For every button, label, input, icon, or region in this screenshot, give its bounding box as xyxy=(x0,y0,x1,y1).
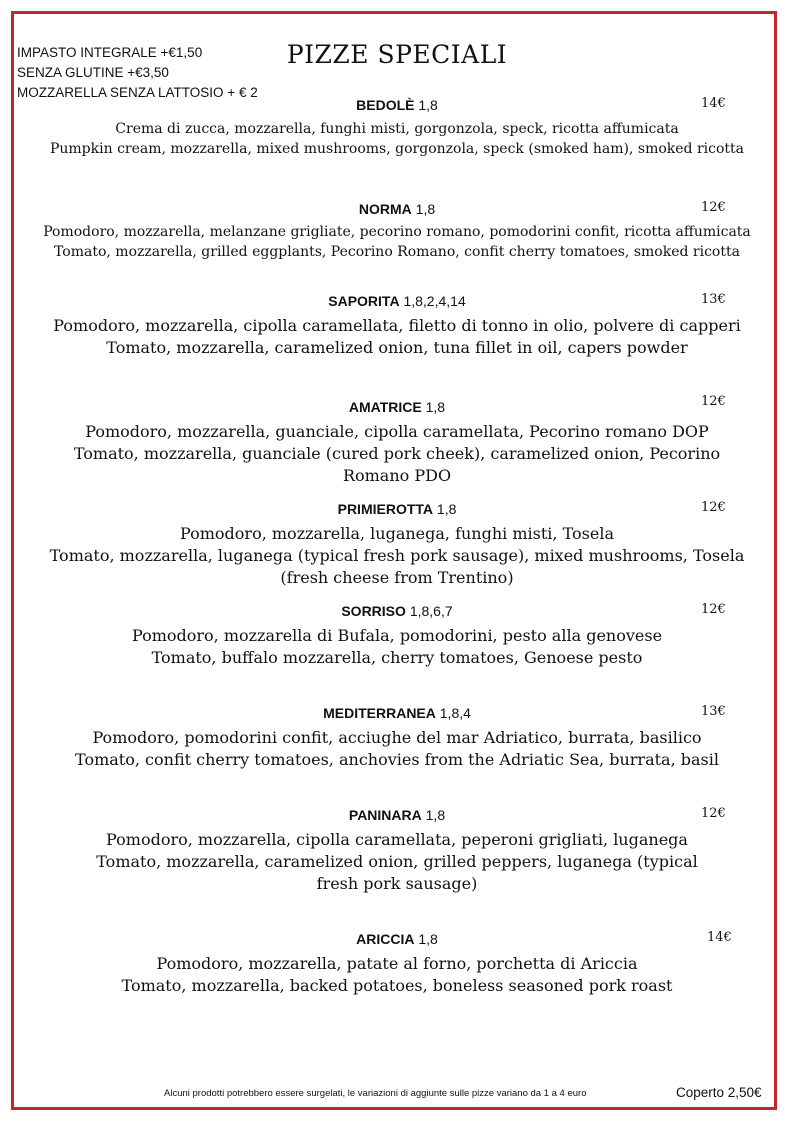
pizza-allergens: 1,8 xyxy=(425,807,446,823)
pizza-description-en: Pumpkin cream, mozzarella, mixed mushrooms, gorgonzola, speck (smoked ham), smoked ricotta xyxy=(49,141,745,157)
extra-item: IMPASTO INTEGRALE +€1,50 xyxy=(17,45,203,60)
pizza-allergens: 1,8,6,7 xyxy=(409,603,453,619)
pizza-allergens: 1,8 xyxy=(425,399,446,415)
pizza-description-en: Tomato, mozzarella, luganega (typical fresh pork sausage), mixed mushrooms, Tosela (fresh cheese from Trentino) xyxy=(49,546,745,587)
pizza-item-sorriso xyxy=(0,602,794,669)
pizza-name: SAPORITA xyxy=(328,293,400,309)
pizza-item-amatrice xyxy=(0,394,794,487)
pizza-description-it: Pomodoro, mozzarella, cipolla caramellata, filetto di tonno in olio, polvere di capperi xyxy=(53,316,741,335)
pizza-name: SORRISO xyxy=(341,603,406,619)
pizza-price: 12€ xyxy=(701,806,726,821)
pizza-price: 12€ xyxy=(701,602,726,617)
pizza-item-primierotta xyxy=(0,500,794,589)
pizza-item-norma xyxy=(0,200,794,262)
pizza-description-en: Tomato, buffalo mozzarella, cherry tomatoes, Genoese pesto xyxy=(151,648,643,667)
pizza-description-en: Tomato, mozzarella, guanciale (cured pork cheek), caramelized onion, Pecorino Romano PDO xyxy=(73,444,721,485)
pizza-price: 13€ xyxy=(701,292,726,307)
pizza-description-en: Tomato, mozzarella, caramelized onion, grilled peppers, luganega (typical fresh pork sausage) xyxy=(96,852,698,893)
pizza-price: 12€ xyxy=(701,200,726,215)
pizza-allergens: 1,8 xyxy=(415,201,436,217)
pizza-description-it: Pomodoro, mozzarella, luganega, funghi misti, Tosela xyxy=(180,524,614,543)
pizza-description-it: Pomodoro, mozzarella, cipolla caramellata, peperoni grigliati, luganega xyxy=(106,830,688,849)
pizza-description-en: Tomato, confit cherry tomatoes, anchovies from the Adriatic Sea, burrata, basil xyxy=(75,750,719,769)
pizza-description-it: Pomodoro, mozzarella, guanciale, cipolla caramellata, Pecorino romano DOP xyxy=(85,422,709,441)
pizza-description-it: Pomodoro, mozzarella, melanzane grigliate, pecorino romano, pomodorini confit, ricotta affumicata xyxy=(43,224,751,240)
pizza-item-bedole xyxy=(0,96,794,159)
pizza-allergens: 1,8 xyxy=(436,501,457,517)
pizza-name: BEDOLÈ xyxy=(356,97,415,113)
pizza-name: NORMA xyxy=(358,201,412,217)
pizza-price: 14€ xyxy=(707,930,732,945)
pizza-price: 14€ xyxy=(701,96,726,111)
pizza-description-en: Tomato, mozzarella, caramelized onion, tuna fillet in oil, capers powder xyxy=(106,338,688,357)
pizza-item-ariccia xyxy=(0,930,794,997)
pizza-description-en: Tomato, mozzarella, backed potatoes, boneless seasoned pork roast xyxy=(121,976,673,995)
extra-item: MOZZARELLA SENZA LATTOSIO + € 2 xyxy=(17,85,258,100)
pizza-allergens: 1,8 xyxy=(418,97,438,113)
pizza-description-it: Crema di zucca, mozzarella, funghi misti, gorgonzola, speck, ricotta affumicata xyxy=(115,121,679,137)
pizza-name: MEDITERRANEA xyxy=(323,705,436,721)
coperto-price: Coperto 2,50€ xyxy=(676,1085,762,1100)
pizza-allergens: 1,8 xyxy=(418,931,438,947)
extra-item: SENZA GLUTINE +€3,50 xyxy=(17,65,169,80)
pizza-description-it: Pomodoro, mozzarella, patate al forno, porchetta di Ariccia xyxy=(156,954,638,973)
pizza-allergens: 1,8,4 xyxy=(439,705,471,721)
pizza-name: ARICCIA xyxy=(356,931,415,947)
pizza-description-en: Tomato, mozzarella, grilled eggplants, Pecorino Romano, confit cherry tomatoes, smoked ricotta xyxy=(54,244,740,260)
pizza-name: AMATRICE xyxy=(348,399,422,415)
pizza-description-it: Pomodoro, mozzarella di Bufala, pomodorini, pesto alla genovese xyxy=(131,626,663,645)
pizza-price: 13€ xyxy=(701,704,726,719)
pizza-price: 12€ xyxy=(701,500,726,515)
pizza-allergens: 1,8,2,4,14 xyxy=(403,293,466,309)
pizza-item-mediterranea xyxy=(0,704,794,771)
pizza-name: PRIMIEROTTA xyxy=(337,501,434,517)
page-title: PIZZE SPECIALI xyxy=(286,40,508,69)
pizza-description-it: Pomodoro, pomodorini confit, acciughe del mar Adriatico, burrata, basilico xyxy=(92,728,702,747)
pizza-price: 12€ xyxy=(701,394,726,409)
footer-note: Alcuni prodotti potrebbero essere surgelati, le variazioni di aggiunte sulle pizze variano da 1 a 4 euro xyxy=(164,1088,587,1099)
pizza-item-saporita xyxy=(0,292,794,359)
pizza-name: PANINARA xyxy=(348,807,422,823)
pizza-item-paninara xyxy=(0,806,794,895)
